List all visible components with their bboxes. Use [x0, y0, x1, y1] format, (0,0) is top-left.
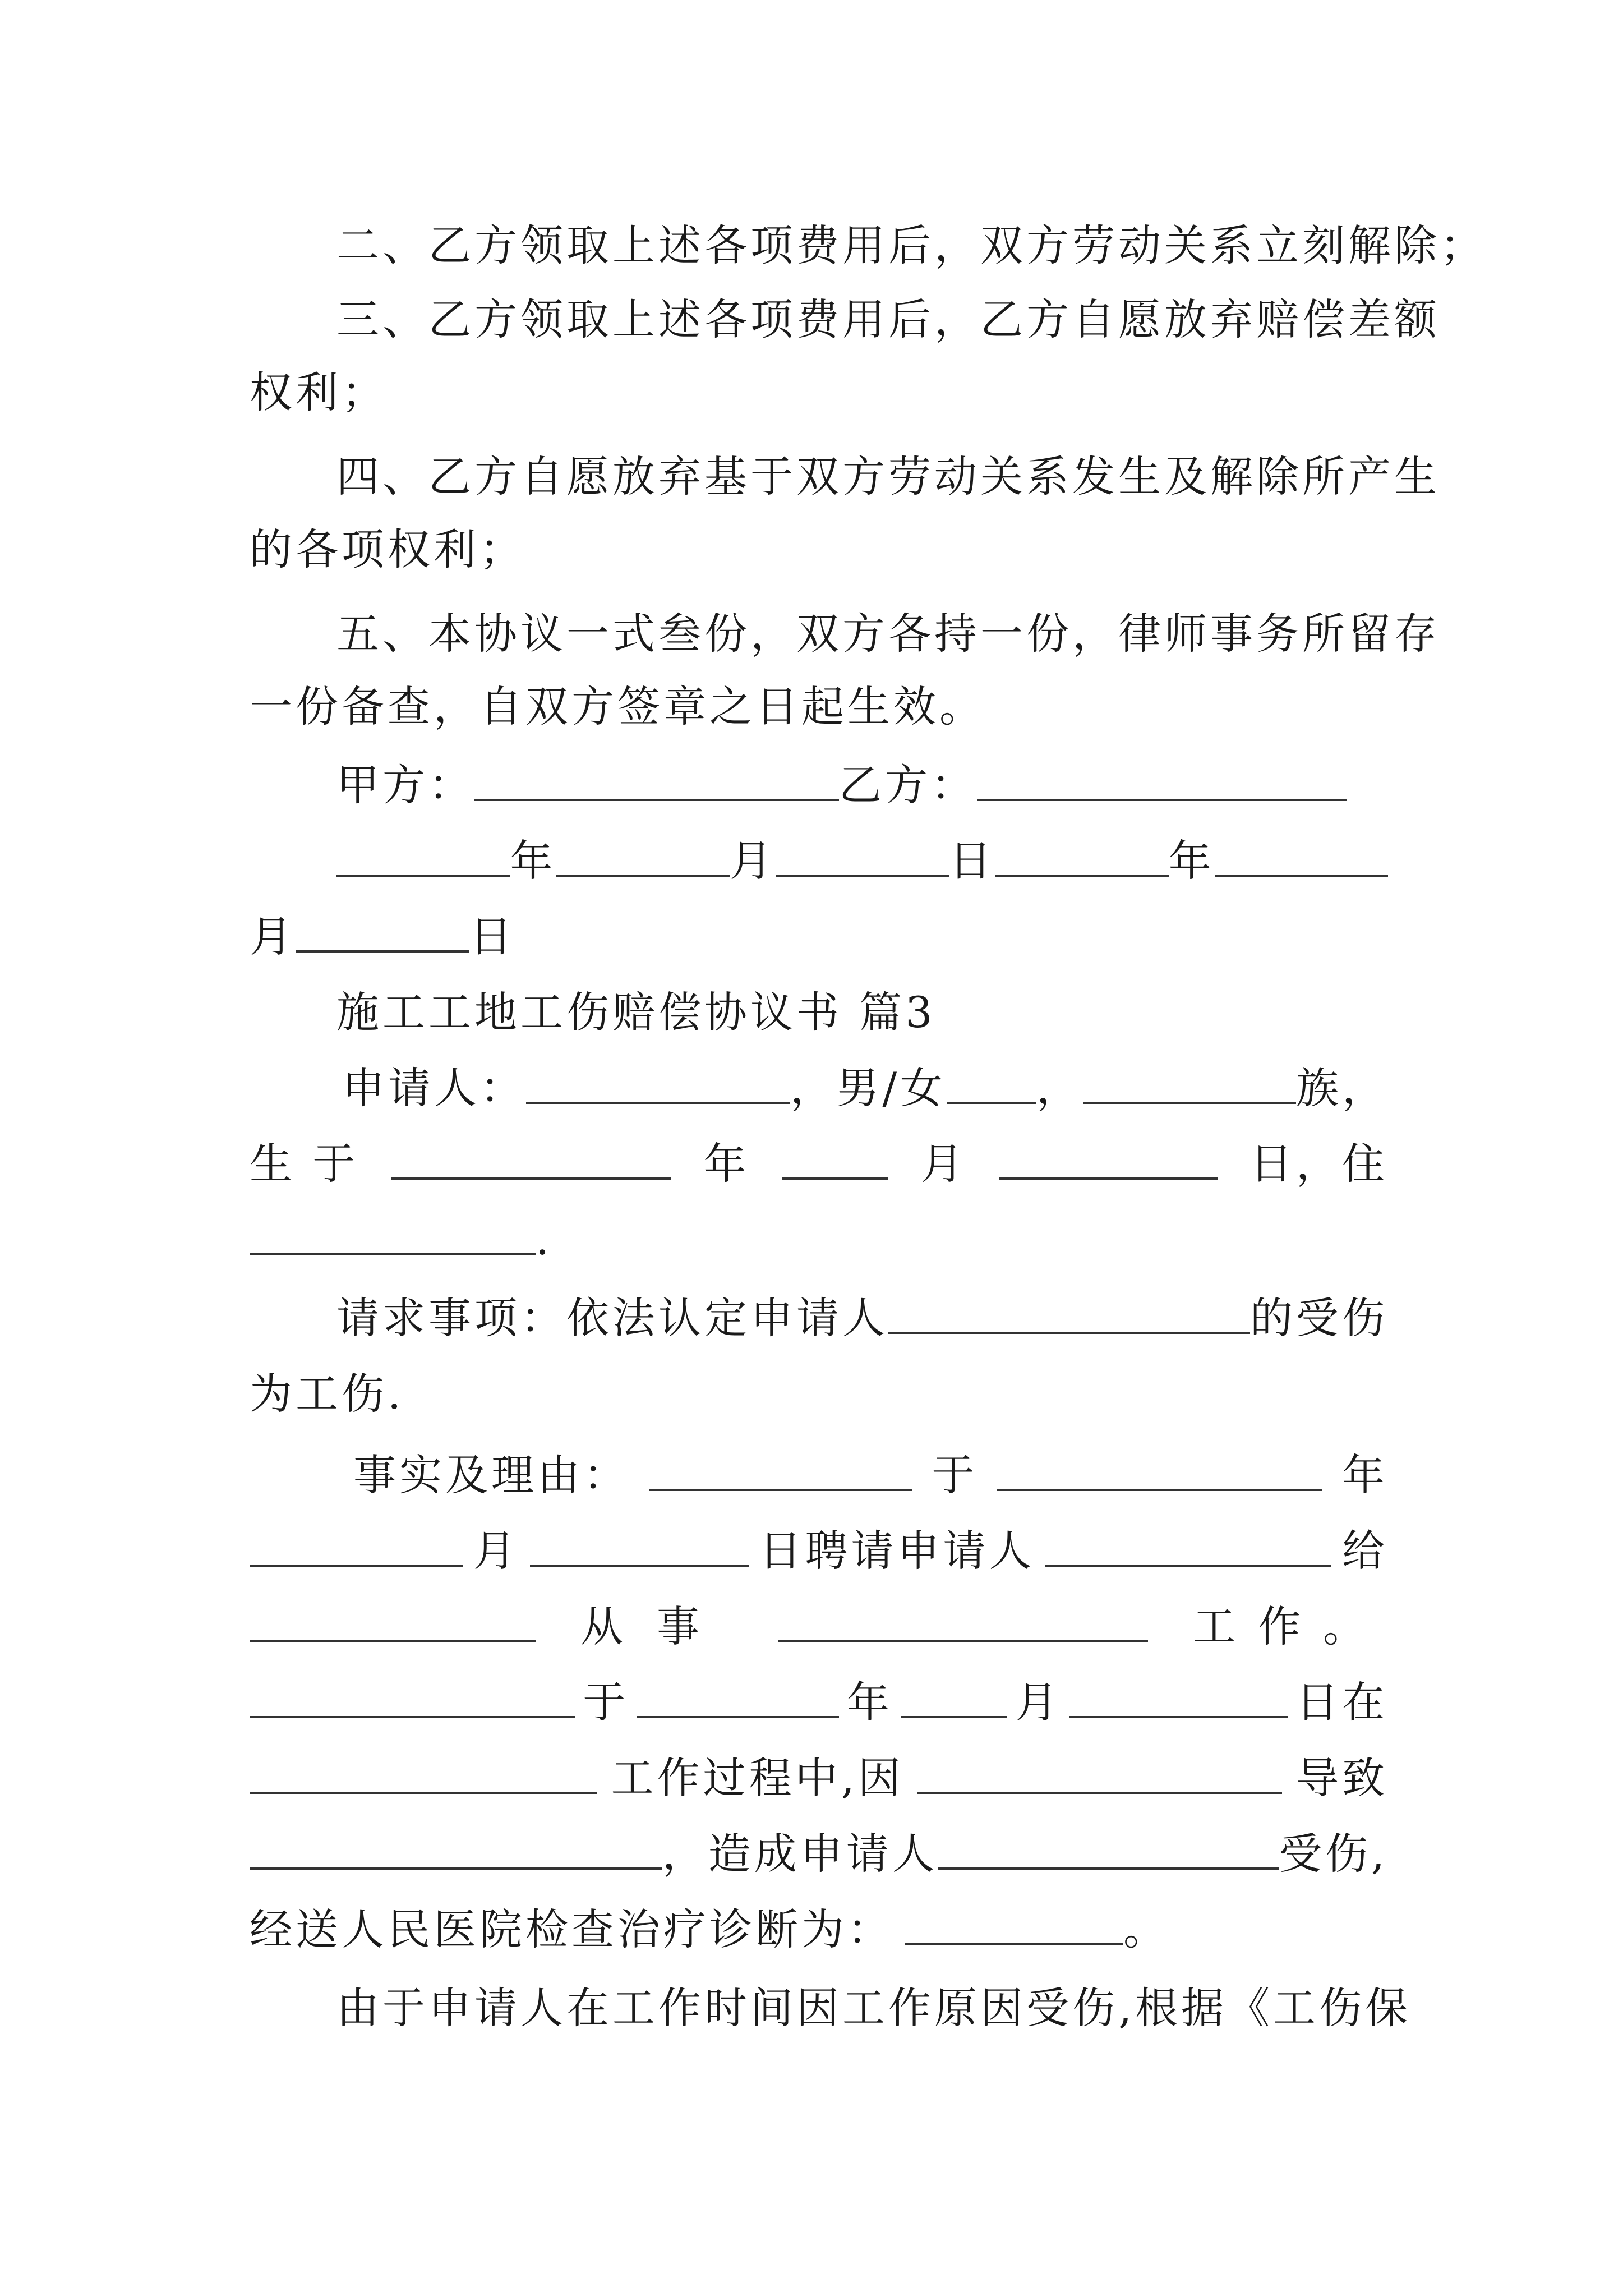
- facts-line-3: 从事 工作。: [250, 1593, 1388, 1660]
- facts-line-7: 经送人民医院检查治疗诊断为： 。: [250, 1904, 1169, 1954]
- address-blank[interactable]: [250, 1253, 536, 1255]
- blank[interactable]: [917, 1792, 1282, 1794]
- clause-three-line2: 权利；: [250, 367, 388, 417]
- facts-line-1: 事实及理由： 于 年: [353, 1450, 1388, 1500]
- blank[interactable]: [1215, 875, 1388, 877]
- blank[interactable]: [776, 875, 949, 877]
- party-a-blank[interactable]: [474, 799, 839, 801]
- signature-line: [336, 752, 1388, 819]
- birth-day-blank[interactable]: [999, 1177, 1218, 1180]
- request-line-1: 请求事项：依法认定申请人 的受伤: [336, 1293, 1388, 1343]
- blank[interactable]: [250, 1792, 597, 1794]
- blank[interactable]: [296, 950, 469, 953]
- party-b-blank[interactable]: [977, 799, 1347, 801]
- blank[interactable]: [1045, 1565, 1331, 1567]
- blank[interactable]: [637, 1716, 839, 1718]
- date-line-2: 月 日: [250, 912, 515, 961]
- clause-four-line1: 四、乙方自愿放弃基于双方劳动关系发生及解除所产生: [336, 452, 1440, 501]
- blank[interactable]: [938, 1867, 1279, 1870]
- birth-year-blank[interactable]: [391, 1177, 671, 1180]
- clause-three-line1: 三、乙方领取上述各项费用后，乙方自愿放弃赔偿差额: [336, 295, 1440, 344]
- facts-line-5: 工作过程中,因 导致: [250, 1745, 1388, 1812]
- section-title: 施工工地工伤赔偿协议书 篇3: [336, 987, 936, 1037]
- blank[interactable]: [995, 875, 1168, 877]
- party-b-label: 乙方：: [839, 760, 977, 810]
- birth-month-blank[interactable]: [782, 1177, 888, 1180]
- facts-line-2: 月 日聘请申请人 给: [250, 1517, 1388, 1585]
- facts-line-6: ，造成申请人 受伤,: [250, 1820, 1388, 1888]
- clause-five-line2: 一份备查，自双方签章之日起生效。: [250, 682, 985, 731]
- basis-line: 由于申请人在工作时间因工作原因受伤,根据《工伤保: [336, 1983, 1412, 2033]
- blank[interactable]: [997, 1489, 1322, 1491]
- blank[interactable]: [250, 1565, 463, 1567]
- gender-blank[interactable]: [947, 1102, 1036, 1104]
- blank[interactable]: [649, 1489, 912, 1491]
- blank[interactable]: [556, 875, 729, 877]
- request-line-2: 为工伤.: [250, 1369, 405, 1419]
- applicant-name-blank[interactable]: [526, 1102, 790, 1104]
- blank[interactable]: [1069, 1716, 1288, 1718]
- applicant-line-1: 申请人： ， 男/女 ， 族，: [342, 1063, 1388, 1113]
- clause-two: 二、乙方领取上述各项费用后，双方劳动关系立刻解除；: [336, 220, 1486, 270]
- clause-four-line2: 的各项权利；: [250, 524, 525, 574]
- blank[interactable]: [778, 1640, 1148, 1642]
- request-name-blank[interactable]: [888, 1332, 1250, 1334]
- facts-line-4: 于 年 月 日在: [250, 1669, 1388, 1736]
- ethnic-blank[interactable]: [1083, 1102, 1296, 1104]
- applicant-line-3: .: [250, 1206, 1388, 1273]
- blank[interactable]: [250, 1640, 536, 1642]
- blank[interactable]: [250, 1716, 575, 1718]
- party-a-label: 甲方：: [336, 760, 474, 810]
- clause-five-line1: 五、本协议一式叁份，双方各持一份，律师事务所留存: [336, 609, 1440, 659]
- blank[interactable]: [336, 875, 510, 877]
- blank[interactable]: [250, 1867, 662, 1870]
- diagnosis-blank[interactable]: [905, 1943, 1123, 1945]
- blank[interactable]: [901, 1716, 1007, 1718]
- applicant-line-2: 生 于 年 月 日，住: [250, 1139, 1388, 1189]
- date-line-1: 年 月 日 年: [336, 827, 1388, 895]
- blank[interactable]: [530, 1565, 749, 1567]
